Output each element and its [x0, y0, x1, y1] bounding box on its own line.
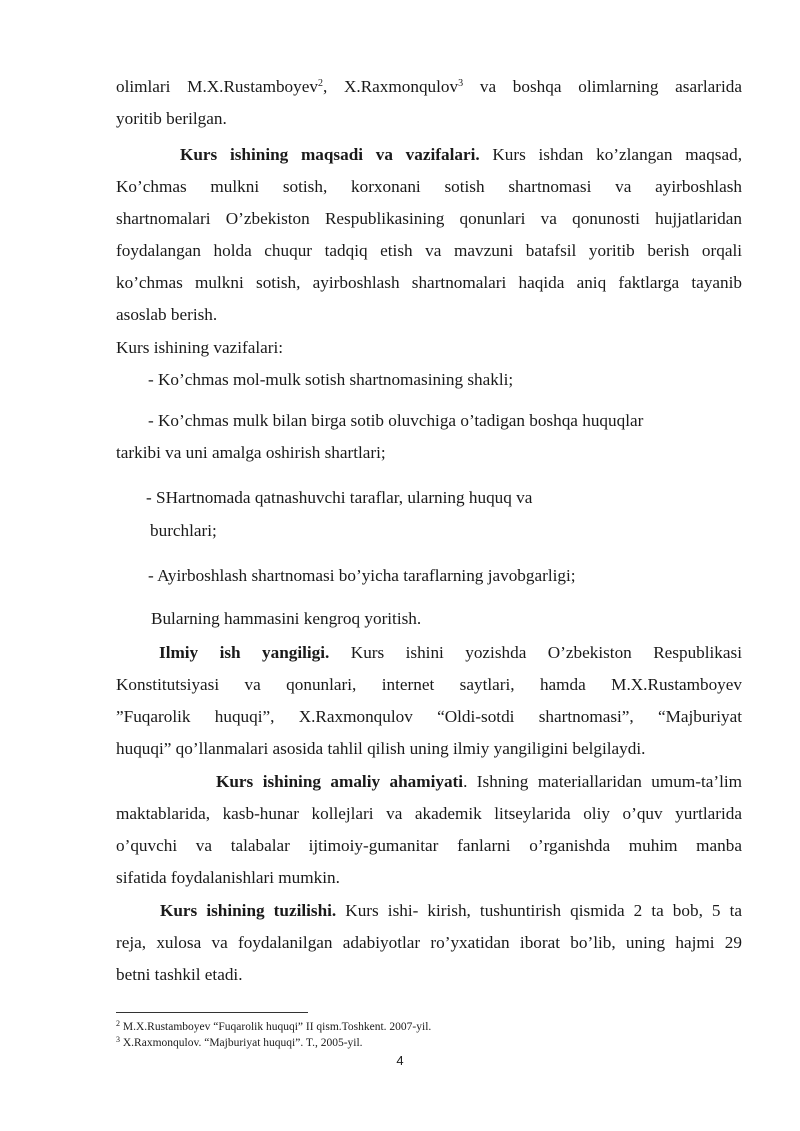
practical-line-2: maktablarida, kasb-hunar kollejlari va akademik litseylarida oliy o’quv yurtlarida — [116, 804, 742, 823]
task-item-2-line-2: tarkibi va uni amalga oshirish shartlari; — [116, 443, 386, 462]
practical-line-4: sifatida foydalanishlari mumkin. — [116, 868, 340, 887]
practical-line-1: Kurs ishining amaliy ahamiyati. Ishning materiallaridan umum-ta’lim — [216, 772, 742, 791]
goal-line-4: foydalangan holda chuqur tadqiq etish va mavzuni batafsil yoritib berish orqali — [116, 241, 742, 260]
novelty-line-3: ”Fuqarolik huquqi”, X.Raxmonqulov “Oldi-sotdi shartnomasi”, “Majburiyat — [116, 707, 742, 726]
task-item-2-line-1: - Ko’chmas mulk bilan birga sotib oluvchiga o’tadigan boshqa huquqlar — [148, 411, 644, 430]
novelty-line-2: Konstitutsiyasi va qonunlari, internet saytlari, hamda M.X.Rustamboyev — [116, 675, 742, 694]
structure-heading: Kurs ishining tuzilishi. — [160, 901, 337, 920]
novelty-line-4: huquqi” qo’llanmalari asosida tahlil qilish uning ilmiy yangiligini belgilaydi. — [116, 739, 646, 758]
practical-line-3: o’quvchi va talabalar ijtimoiy-gumanitar fanlarni o’rganishda muhim manba — [116, 836, 742, 855]
page-number: 4 — [396, 1053, 404, 1068]
structure-line-1: Kurs ishining tuzilishi. Kurs ishi- kirish, tushuntirish qismida 2 ta bob, 5 ta — [160, 901, 743, 920]
goal-line-2: Ko’chmas mulkni sotish, korxonani sotish shartnomasi va ayirboshlash — [116, 177, 742, 196]
goal-line-6: asoslab berish. — [116, 305, 218, 324]
goal-heading: Kurs ishining maqsadi va vazifalari. — [180, 145, 480, 164]
novelty-line-1: Ilmiy ish yangiligi. Kurs ishini yozishda O’zbekiston Respublikasi — [159, 643, 742, 662]
task-item-4: - Ayirboshlash shartnomasi bo’yicha taraflarning javobgarligi; — [148, 566, 576, 585]
tasks-title: Kurs ishining vazifalari: — [116, 338, 284, 357]
footnote-3: $^3$ X.Raxmonqulov. “Majburiyat huquqi”. T., 2005-yil. — [116, 1035, 363, 1049]
task-summary: Bularning hammasini kengroq yoritish. — [151, 609, 422, 628]
practical-heading: Kurs ishining amaliy ahamiyati — [216, 772, 464, 791]
structure-line-2: reja, xulosa va foydalanilgan adabiyotlar ro’yxatidan iborat bo’lib, uning hajmi 29 — [116, 933, 742, 952]
footnote-2: $^2$ M.X.Rustamboyev “Fuqarolik huquqi” II qism.Toshkent. 2007-yil. — [116, 1019, 432, 1033]
task-item-1: - Ko’chmas mol-mulk sotish shartnomasining shakli; — [148, 370, 514, 389]
footnote-divider — [116, 1012, 308, 1013]
goal-line-1: Kurs ishining maqsadi va vazifalari. Kurs ishdan ko’zlangan maqsad, — [180, 145, 742, 164]
structure-line-3: betni tashkil etadi. — [116, 965, 243, 984]
intro-line-2: yoritib berilgan. — [116, 109, 227, 128]
goal-line-3: shartnomalari O’zbekiston Respublikasining qonunlari va qonunosti hujjatlaridan — [116, 209, 742, 228]
task-item-3-line-1: - SHartnomada qatnashuvchi taraflar, ularning huquq va — [146, 488, 533, 507]
task-item-3-line-2: burchlari; — [150, 521, 217, 540]
novelty-heading: Ilmiy ish yangiligi. — [159, 643, 330, 662]
intro-line-1: olimlari M.X.Rustamboyev$^2$, X.Raxmonqulov$^3$ va boshqa olimlarning asarlarida — [116, 77, 742, 96]
goal-line-5: ko’chmas mulkni sotish, ayirboshlash shartnomalari haqida aniq faktlarga tayanib — [116, 273, 742, 292]
